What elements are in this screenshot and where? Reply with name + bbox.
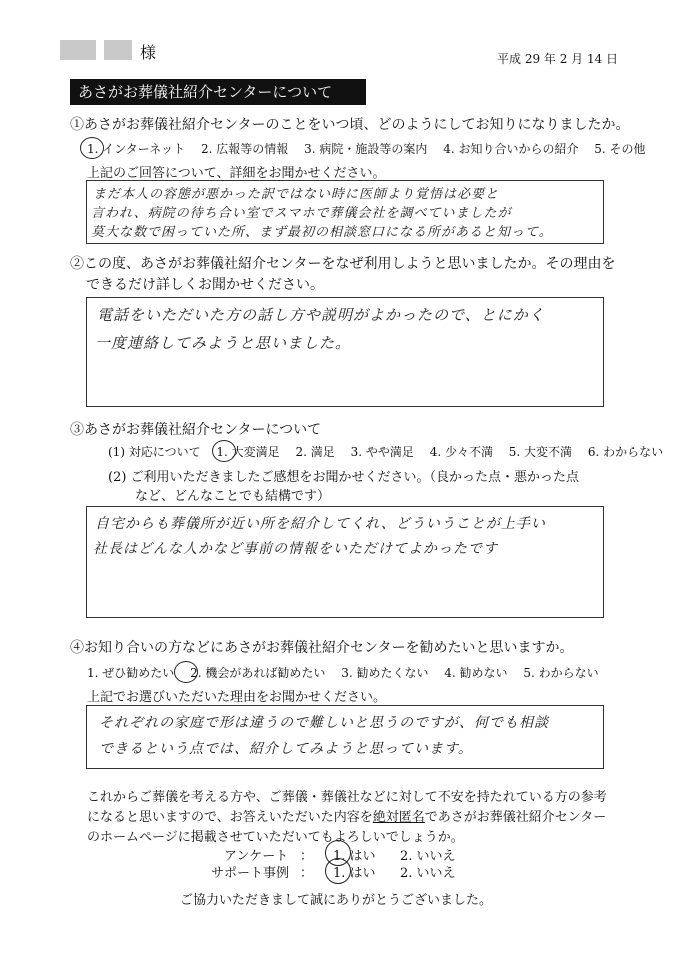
support-yes: 1. はい: [333, 866, 376, 881]
honorific: 様: [140, 43, 157, 62]
q2-answer-line-1: 電話をいただいた方の話し方や説明がよかったので、とにかく: [97, 306, 545, 324]
q3-option-1: 1. 大変満足: [216, 445, 280, 459]
q4-answer-line-2: できるという点では、紹介してみようと思っています。: [99, 741, 473, 757]
q1-answer-line-3: 莫大な数で困っていた所、まず最初の相談窓口になる所があると知って。: [91, 225, 553, 240]
redacted-name-2: [104, 40, 132, 60]
q3-option-6: 6. わからない: [587, 445, 664, 459]
q3-answer-line-1: 自宅からも葬儀所が近い所を紹介してくれ、どういうことが上手い: [95, 516, 546, 532]
survey-no: 2. いいえ: [400, 849, 456, 864]
q3-sub1: [108, 443, 663, 460]
section-banner: あさがお葬儀社紹介センターについて: [70, 79, 366, 105]
support-label: サポート事例: [211, 866, 290, 881]
closing-line-3: のホームページに掲載させていただいてもよろしいでしょうか。: [87, 830, 464, 845]
q1-selected-circle: [80, 137, 104, 159]
q1-option-4: 4. お知り合いからの紹介: [443, 142, 579, 156]
q1-option-5: 5. その他: [594, 142, 646, 156]
q4-option-3: 3. 勧めたくない: [341, 666, 429, 680]
q3-selected-circle: [212, 440, 236, 462]
q1-options: [87, 140, 646, 157]
q1-answer-line-2: 言われ、病院の待ち合い室でスマホで葬儀会社を調べていましたが: [91, 206, 512, 221]
survey-label: アンケート: [224, 849, 289, 864]
q3-sub2-line-2: など、どんなことでも結構です）: [135, 489, 331, 504]
q4-question: ④お知り合いの方などにあさがお葬儀社紹介センターを勧めたいと思いますか。: [70, 640, 574, 656]
q3-option-3: 3. やや満足: [350, 445, 414, 459]
support-yes-circle: [325, 858, 351, 884]
closing-line-2a: になると思いますので、お答えいただいた内容を: [87, 810, 373, 825]
q1-option-2: 2. 広報等の情報: [201, 142, 289, 156]
q3-answer-line-2: 社長はどんな人かなど事前の情報をいただけてよかったです: [93, 541, 498, 557]
q4-option-4: 4. 勧めない: [444, 666, 508, 680]
q2-answer-box: [86, 297, 604, 407]
q1-answer-box: [86, 180, 604, 244]
q3-answer-box: [86, 506, 604, 618]
support-colon: ：: [300, 866, 314, 881]
redacted-name-1: [60, 40, 96, 60]
q4-options: [87, 664, 599, 681]
closing-line-1: これからご葬儀を考える方や、ご葬儀・葬儀社などに対して不安を持たれている方の参考: [87, 790, 607, 805]
q3-question: ③あさがお葬儀社紹介センターについて: [70, 422, 322, 438]
date: 平成 29 年 2 月 14 日: [497, 52, 619, 66]
q1-option-1: 1. インターネット: [87, 142, 186, 156]
support-no: 2. いいえ: [400, 866, 456, 881]
closing-line-2: [87, 806, 606, 825]
q1-answer-line-1: まだ本人の容態が悪かった訳ではない時に医師より覚悟は必要と: [93, 187, 500, 202]
thanks: ご協力いただきまして誠にありがとうございました。: [180, 893, 493, 908]
q1-option-3: 3. 病院・施設等の案内: [304, 142, 428, 156]
q4-prompt: 上記でお選びいただいた理由をお聞かせください。: [87, 690, 387, 705]
q3-option-5: 5. 大変不満: [508, 445, 573, 459]
q1-question: ①あさがお葬儀社紹介センターのことをいつ頃、どのようにしてお知りになりましたか。: [70, 117, 630, 133]
q4-answer-line-1: それぞれの家庭で形は違うので難しいと思うのですが、何でも相談: [99, 715, 549, 731]
q2-answer-line-2: 一度連絡してみようと思いました。: [95, 334, 352, 352]
q4-option-2: 2. 機会があれば勧めたい: [190, 666, 326, 680]
q2-question-line-2: できるだけ詳しくお聞かせください。: [86, 277, 324, 293]
q3-option-2: 2. 満足: [295, 445, 335, 459]
q3-option-4: 4. 少々不満: [429, 445, 493, 459]
q4-answer-box: [86, 705, 604, 769]
q3-sub2-line-1: (2) ご利用いただきましたご感想をお聞かせください。（良かった点・悪かった点: [108, 470, 580, 485]
q4-selected-circle: [174, 661, 198, 683]
q1-prompt: 上記のご回答について、詳細をお聞かせください。: [87, 166, 386, 181]
anonymous-underlined: 絶対匿名: [372, 810, 425, 825]
q4-option-5: 5. わからない: [523, 666, 599, 680]
survey-colon: ：: [300, 849, 314, 864]
closing-line-2b: であさがお葬儀社紹介センター: [424, 810, 607, 825]
q2-question-line-1: ②この度、あさがお葬儀社紹介センターをなぜ利用しようと思いましたか。その理由を: [70, 256, 616, 272]
q4-option-1: 1. ぜひ勧めたい: [87, 666, 175, 680]
survey-yes: 1. はい: [333, 849, 376, 864]
q3-sub1-label: (1) 対応について: [108, 445, 201, 459]
